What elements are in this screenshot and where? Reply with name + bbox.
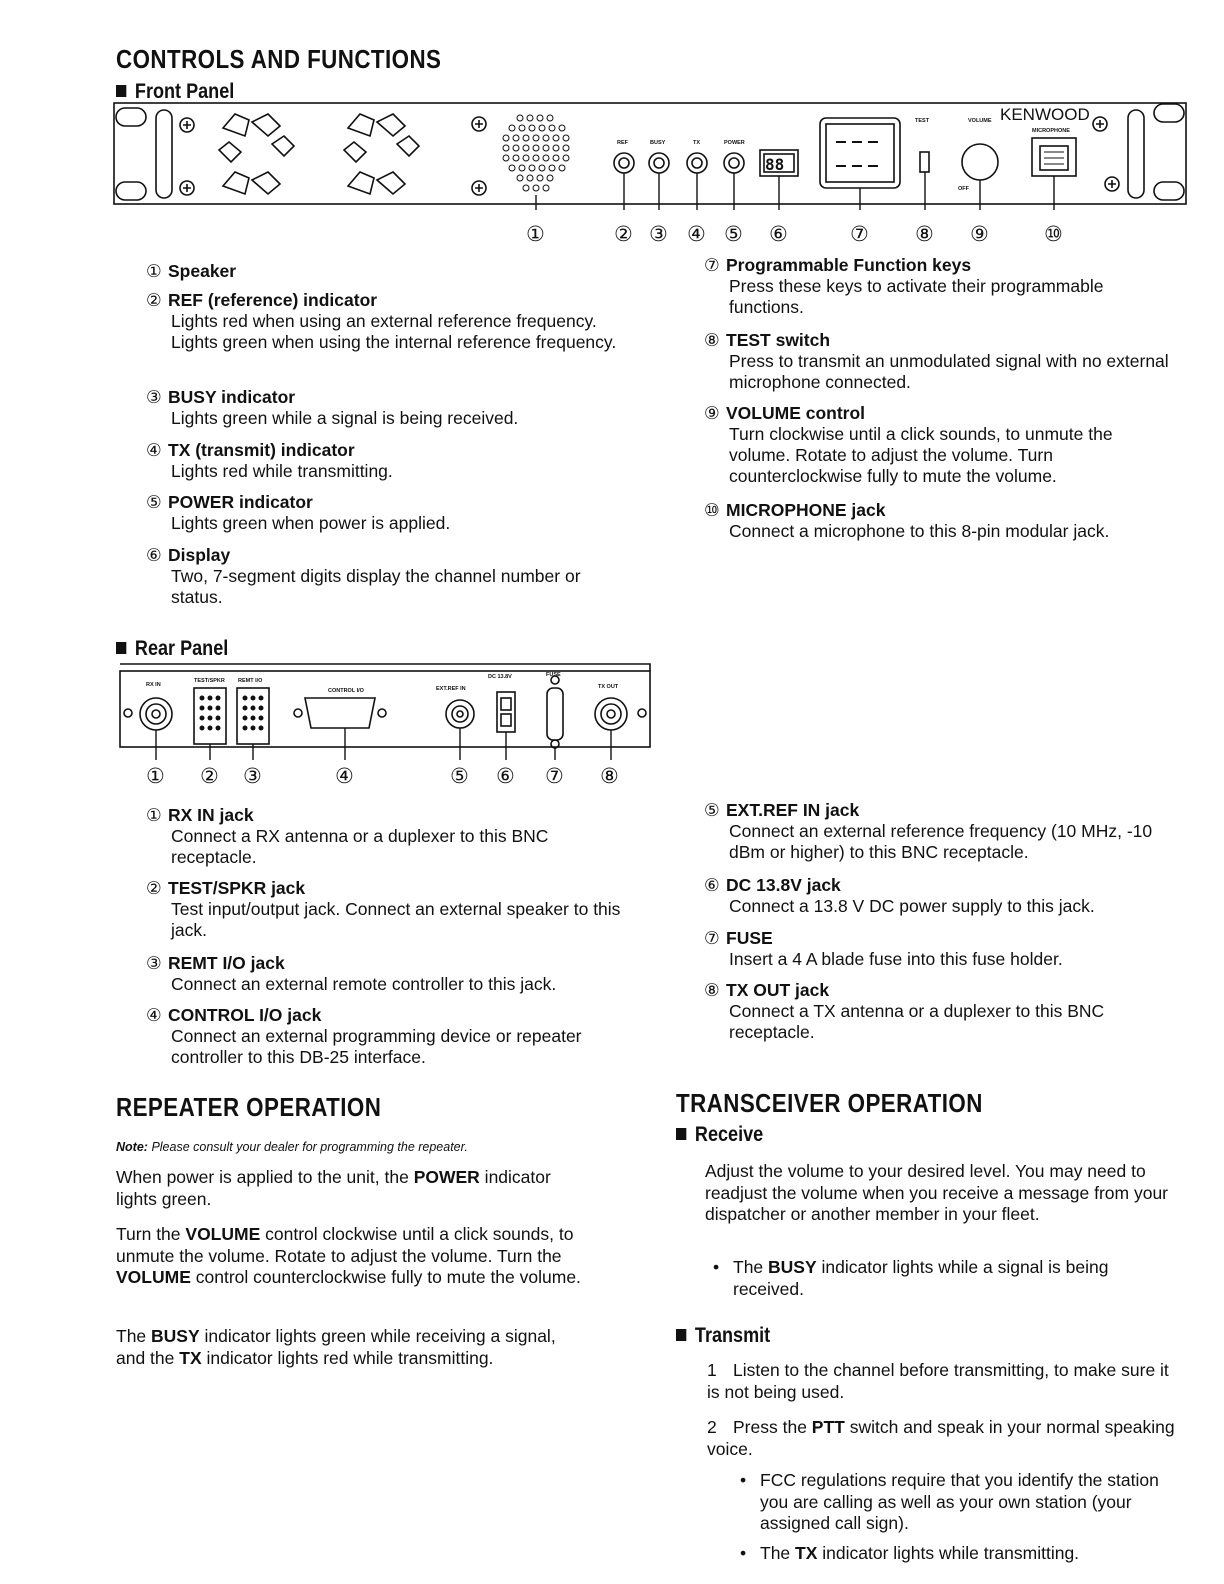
mount-hole-icon — [124, 709, 132, 717]
rear-callout: ④ — [335, 764, 354, 788]
square-bullet-icon — [116, 85, 126, 97]
fan-grill-icon — [344, 114, 419, 194]
front-callout: ④ — [687, 222, 706, 246]
front-callout: ② — [614, 222, 633, 246]
rear-callout: ⑥ — [496, 764, 515, 788]
control-io-jack-icon — [305, 698, 375, 728]
rear-callout: ② — [200, 764, 219, 788]
front-item-speaker: ① Speaker — [146, 261, 237, 281]
panel-label-power: POWER — [724, 140, 745, 146]
transmit-bullet-fcc: • FCC regulations require that you identify the station you are calling as well as your own station (your assigned call sign). — [740, 1470, 1159, 1533]
front-panel-heading-text: Front Panel — [134, 80, 235, 103]
front-callout: ⑨ — [970, 222, 989, 246]
rear-label-ext-ref-in: EXT.REF IN — [436, 686, 466, 692]
rear-label-test-spkr: TEST/SPKR — [194, 678, 225, 684]
transceiver-heading: TRANSCEIVER OPERATION — [676, 1088, 983, 1118]
front-callout: ⑤ — [724, 222, 743, 246]
repeater-paragraph-power: When power is applied to the unit, the POWER indicator lights green. — [116, 1167, 551, 1209]
front-item-function-keys: ⑦ Programmable Function keys Press these keys to activate their programmable functions. — [704, 255, 1104, 317]
front-item-display: ⑥ Display Two, 7-segment digits display the channel number or status. — [146, 545, 581, 607]
mount-slot-icon — [1154, 182, 1184, 200]
front-callout: ⑥ — [769, 222, 788, 246]
rear-callout: ⑦ — [545, 764, 564, 788]
rear-label-tx-out: TX OUT — [598, 684, 619, 690]
repeater-paragraph-volume: Turn the VOLUME control clockwise until a click sounds, to unmute the volume. Rotate to adjust the volume. Turn the VOLUME control counterclockwise fully to mute the volume. — [116, 1224, 581, 1287]
panel-label-busy: BUSY — [650, 140, 666, 146]
ext-ref-in-jack-icon — [446, 700, 474, 728]
speaker-grill-icon — [503, 115, 569, 191]
transmit-heading-text: Transmit — [694, 1324, 771, 1347]
handle-icon — [156, 110, 172, 198]
handle-icon — [1128, 110, 1144, 198]
rx-in-jack-icon — [140, 698, 172, 730]
rear-item-ext-ref-in: ⑤ EXT.REF IN jack Connect an external reference frequency (10 MHz, -10 dBm or higher) to this BNC receptacle. — [704, 800, 1153, 862]
front-callout: ⑧ — [915, 222, 934, 246]
transmit-step-1: 1 Listen to the channel before transmitting, to make sure it is not being used. — [707, 1360, 1169, 1402]
rear-item-dc: ⑥ DC 13.8V jack Connect a 13.8 V DC power supply to this jack. — [704, 875, 1095, 916]
rear-panel-heading — [116, 637, 228, 661]
function-keys-icon — [820, 118, 900, 188]
mount-slot-icon — [116, 108, 146, 126]
front-callout: ③ — [649, 222, 668, 246]
repeater-note: Note: Please consult your dealer for programming the repeater. — [116, 1140, 468, 1154]
test-switch-icon — [920, 152, 929, 172]
rear-label-remt-io: REMT I/O — [238, 678, 263, 684]
mount-slot-icon — [116, 182, 146, 200]
busy-indicator-icon — [649, 153, 669, 173]
panel-label-ref: REF — [617, 140, 628, 146]
transmit-heading — [676, 1324, 770, 1348]
panel-label-off: OFF — [958, 186, 969, 192]
front-item-ref: ② REF (reference) indicator Lights red when using an external reference frequency. Lights green when using the internal reference frequency. — [146, 290, 617, 352]
power-indicator-icon — [724, 153, 744, 173]
front-item-power: ⑤ POWER indicator Lights green when power is applied. — [146, 492, 451, 533]
square-bullet-icon — [116, 642, 126, 654]
page-title: CONTROLS AND FUNCTIONS — [116, 44, 442, 74]
rear-item-remt-io: ③ REMT I/O jack Connect an external remote controller to this jack. — [146, 953, 557, 994]
receive-paragraph: Adjust the volume to your desired level. You may need to readjust the volume when you receive a message from your dispatcher or another member in your fleet. — [705, 1161, 1169, 1224]
display-digits: 88 — [765, 155, 785, 174]
tx-out-jack-icon — [595, 698, 627, 730]
panel-label-volume: VOLUME — [968, 118, 992, 124]
transmit-bullet-tx: • The TX indicator lights while transmitting. — [740, 1543, 1080, 1563]
rear-panel-heading-text: Rear Panel — [134, 637, 229, 660]
front-callout: ① — [526, 222, 545, 246]
fuse-holder-icon — [547, 688, 563, 740]
rear-callout: ⑤ — [450, 764, 469, 788]
rear-label-fuse: FUSE — [546, 672, 561, 678]
front-panel-diagram — [100, 100, 1190, 210]
receive-heading-text: Receive — [694, 1123, 764, 1146]
rear-item-rx-in: ① RX IN jack Connect a RX antenna or a duplexer to this BNC receptacle. — [146, 805, 549, 867]
rear-label-rx-in: RX IN — [146, 682, 161, 688]
ref-indicator-icon — [614, 153, 634, 173]
receive-heading — [676, 1123, 763, 1147]
front-item-busy: ③ BUSY indicator Lights green while a signal is being received. — [146, 387, 519, 428]
front-item-tx: ④ TX (transmit) indicator Lights red while transmitting. — [146, 440, 393, 481]
panel-label-tx: TX — [693, 140, 701, 146]
rear-item-control-io: ④ CONTROL I/O jack Connect an external programming device or repeater controller to this DB-25 interface. — [146, 1005, 582, 1067]
mount-slot-icon — [1154, 104, 1184, 122]
repeater-paragraph-busy: The BUSY indicator lights green while receiving a signal, and the TX indicator lights red while transmitting. — [116, 1326, 556, 1368]
square-bullet-icon — [676, 1128, 686, 1140]
repeater-heading: REPEATER OPERATION — [116, 1092, 382, 1122]
brand-logo: KENWOOD — [1000, 105, 1090, 124]
volume-knob-icon — [962, 144, 998, 180]
rear-panel-diagram — [110, 662, 655, 762]
rear-item-tx-out: ⑧ TX OUT jack Connect a TX antenna or a duplexer to this BNC receptacle. — [704, 980, 1105, 1042]
front-callout: ⑩ — [1044, 222, 1063, 246]
rear-callout: ⑧ — [600, 764, 619, 788]
front-item-microphone: ⑩ MICROPHONE jack Connect a microphone to this 8-pin modular jack. — [704, 500, 1110, 541]
rear-callout: ③ — [243, 764, 262, 788]
panel-label-test: TEST — [915, 118, 930, 124]
rear-callout: ① — [146, 764, 165, 788]
panel-label-microphone: MICROPHONE — [1032, 128, 1070, 134]
front-item-volume: ⑨ VOLUME control Turn clockwise until a click sounds, to unmute the volume. Rotate to adjust the volume. Turn counterclockwise fully to mute the volume. — [704, 403, 1113, 486]
fan-grill-icon — [219, 114, 294, 194]
front-item-test: ⑧ TEST switch Press to transmit an unmodulated signal with no external microphone connected. — [704, 330, 1169, 392]
transmit-step-2: 2 Press the PTT switch and speak in your normal speaking voice. — [707, 1417, 1175, 1459]
mount-hole-icon — [638, 709, 646, 717]
front-callout: ⑦ — [850, 222, 869, 246]
rear-label-dc: DC 13.8V — [488, 674, 512, 680]
rear-item-test-spkr: ② TEST/SPKR jack Test input/output jack. Connect an external speaker to this jack. — [146, 878, 621, 940]
rear-item-fuse: ⑦ FUSE Insert a 4 A blade fuse into this fuse holder. — [704, 928, 1063, 969]
receive-bullet: • The BUSY indicator lights while a signal is being received. — [713, 1257, 1109, 1299]
rear-label-control-io: CONTROL I/O — [328, 688, 364, 694]
square-bullet-icon — [676, 1329, 686, 1341]
tx-indicator-icon — [687, 153, 707, 173]
